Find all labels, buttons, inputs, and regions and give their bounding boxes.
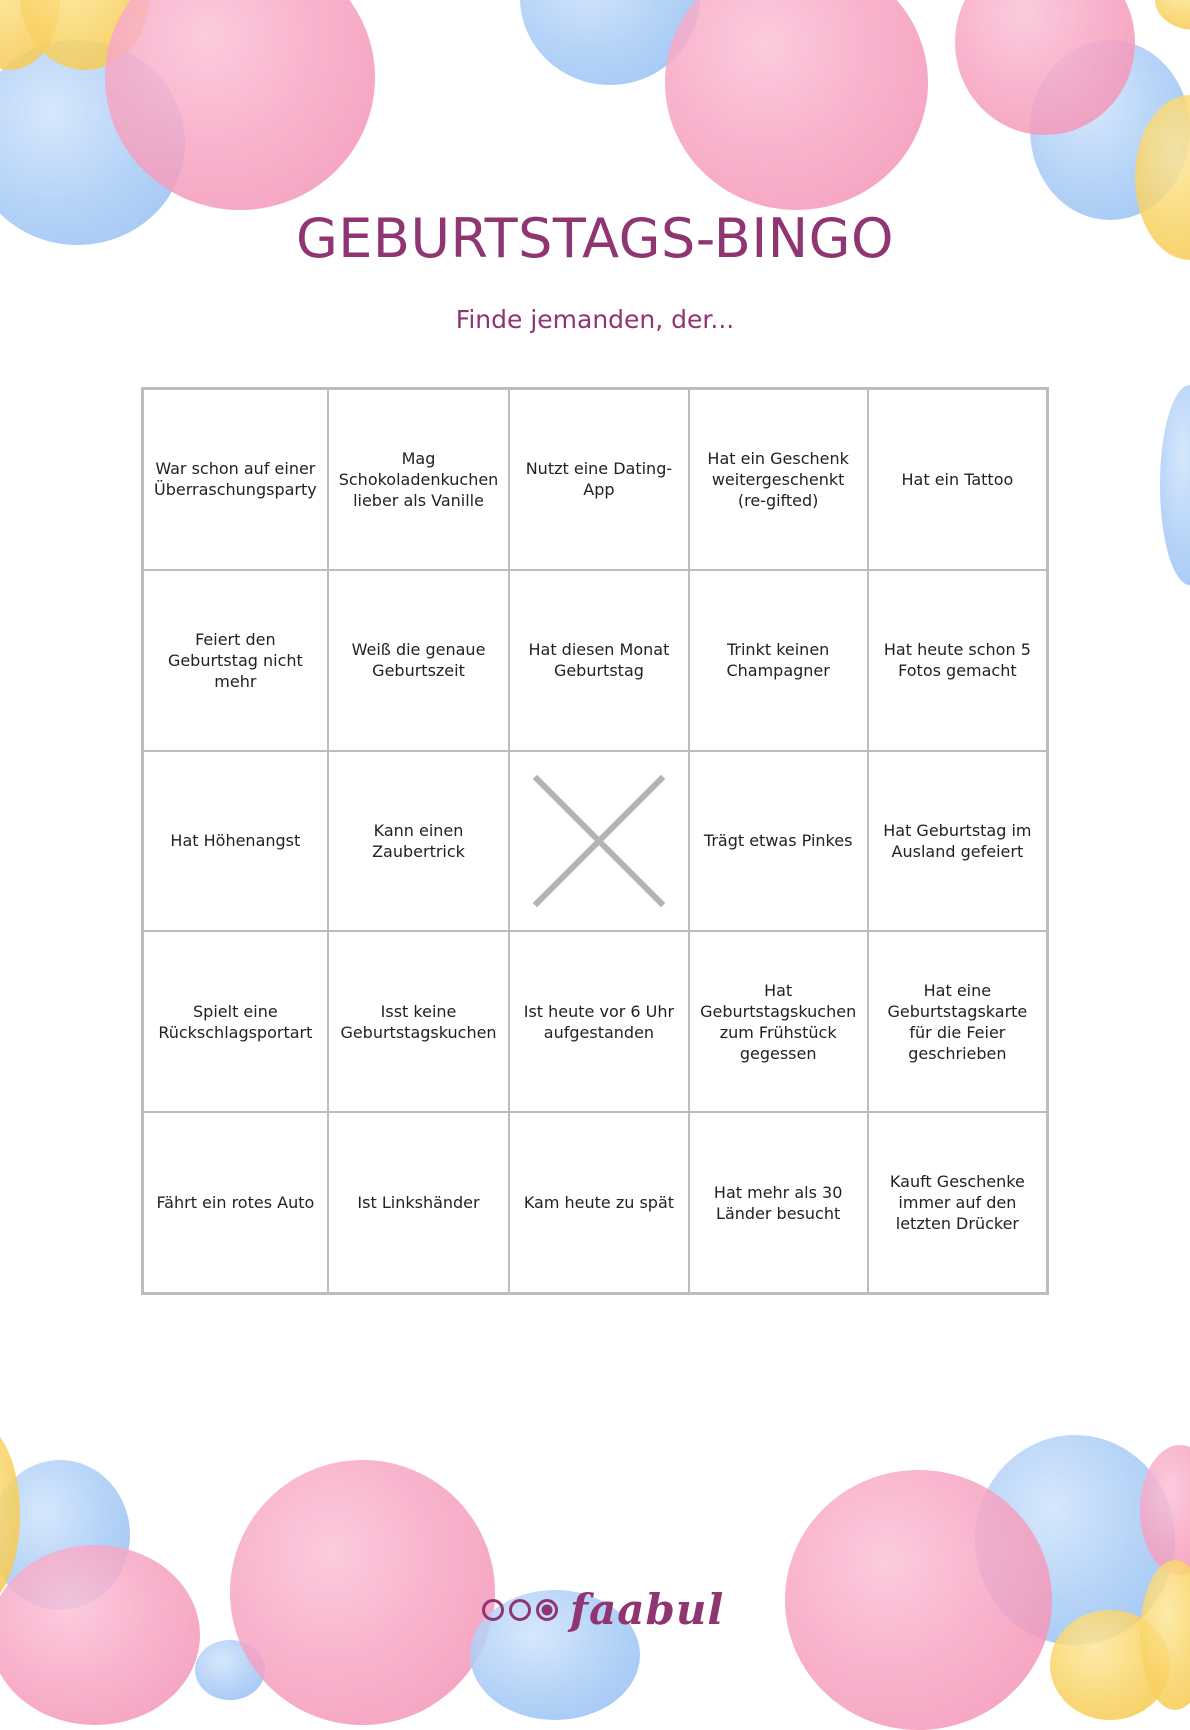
bingo-cell[interactable] — [328, 931, 510, 1112]
bingo-cell-label: Spielt eine Rückschlagsportart — [158, 1001, 313, 1042]
balloon-decoration — [1160, 385, 1190, 585]
bingo-cell-label: Hat Höhenangst — [170, 831, 301, 851]
bingo-cell-label: Hat eine Geburtstagskarte für die Feier geschrieben — [887, 980, 1028, 1063]
bingo-cell[interactable] — [143, 389, 328, 570]
bingo-cell-label: Hat mehr als 30 Länder besucht — [713, 1182, 843, 1223]
bingo-cell[interactable] — [689, 389, 868, 570]
bingo-cell[interactable] — [868, 1112, 1047, 1293]
bingo-cell[interactable] — [143, 751, 328, 932]
bingo-cell-label: Hat ein Tattoo — [901, 469, 1014, 489]
bingo-cell-label: Feiert den Geburtstag nicht mehr — [167, 629, 303, 691]
bingo-cell[interactable] — [868, 570, 1047, 751]
bingo-cell[interactable] — [509, 570, 688, 751]
bingo-cell[interactable] — [509, 389, 688, 570]
bingo-cell-label: Hat Geburtstagskuchen zum Frühstück gegessen — [700, 980, 857, 1063]
bingo-cell[interactable] — [868, 751, 1047, 932]
brand-wordmark: faabul — [570, 1585, 725, 1634]
bingo-cell-label: Hat diesen Monat Geburtstag — [528, 640, 670, 681]
bingo-cell[interactable] — [328, 389, 510, 570]
balloon-decoration — [230, 1460, 495, 1725]
three-circles-icon — [480, 1595, 564, 1625]
bingo-cell[interactable] — [328, 570, 510, 751]
bingo-cell[interactable] — [328, 1112, 510, 1293]
bingo-cell-label: Kauft Geschenke immer auf den letzten Drücker — [889, 1172, 1025, 1234]
bingo-cell-label: Hat ein Geschenk weitergeschenkt (re-gifted) — [707, 448, 849, 510]
bingo-cell-label: Weiß die genaue Geburtszeit — [351, 640, 486, 681]
bingo-cell[interactable] — [689, 1112, 868, 1293]
bingo-cell[interactable] — [689, 570, 868, 751]
bingo-cell-label: Trinkt keinen Champagner — [726, 640, 830, 681]
bingo-cell[interactable] — [689, 751, 868, 932]
bingo-cell[interactable] — [143, 570, 328, 751]
bingo-cell-label: War schon auf einer Überraschungsparty — [154, 459, 317, 500]
balloon-decoration — [0, 1545, 200, 1725]
page-subtitle: Finde jemanden, der... — [455, 305, 735, 334]
bingo-cell-label: Mag Schokoladenkuchen lieber als Vanille — [338, 448, 499, 510]
bingo-cell[interactable] — [328, 751, 510, 932]
balloon-decoration — [1155, 0, 1190, 30]
bingo-cell-label: Hat heute schon 5 Fotos gemacht — [883, 640, 1031, 681]
bingo-cell[interactable] — [868, 931, 1047, 1112]
bingo-cell-label: Nutzt eine Dating-App — [525, 459, 673, 500]
balloon-decoration — [665, 0, 928, 210]
bingo-grid — [141, 387, 1049, 1295]
bingo-free-cell — [509, 751, 688, 932]
bingo-cell-label: Fährt ein rotes Auto — [156, 1193, 315, 1213]
bingo-cell[interactable] — [689, 931, 868, 1112]
bingo-cell-label: Kann einen Zaubertrick — [372, 820, 465, 861]
bingo-cell[interactable] — [868, 389, 1047, 570]
brand-logo — [480, 1585, 724, 1634]
bingo-cell-label: Trägt etwas Pinkes — [703, 831, 853, 851]
cross-icon — [533, 775, 665, 907]
bingo-cell[interactable] — [509, 931, 688, 1112]
bingo-cell-label: Hat Geburtstag im Ausland gefeiert — [883, 820, 1032, 861]
bingo-cell-label: Ist heute vor 6 Uhr aufgestanden — [523, 1001, 675, 1042]
bingo-cell-label: Isst keine Geburtstagskuchen — [340, 1001, 497, 1042]
bingo-cell-label: Ist Linkshänder — [357, 1193, 480, 1213]
bingo-cell[interactable] — [143, 931, 328, 1112]
page-title: GEBURTSTAGS-BINGO — [295, 207, 895, 270]
balloon-decoration — [785, 1470, 1052, 1730]
bingo-cell[interactable] — [143, 1112, 328, 1293]
bingo-cell-label: Kam heute zu spät — [523, 1193, 675, 1213]
bingo-cell[interactable] — [509, 1112, 688, 1293]
